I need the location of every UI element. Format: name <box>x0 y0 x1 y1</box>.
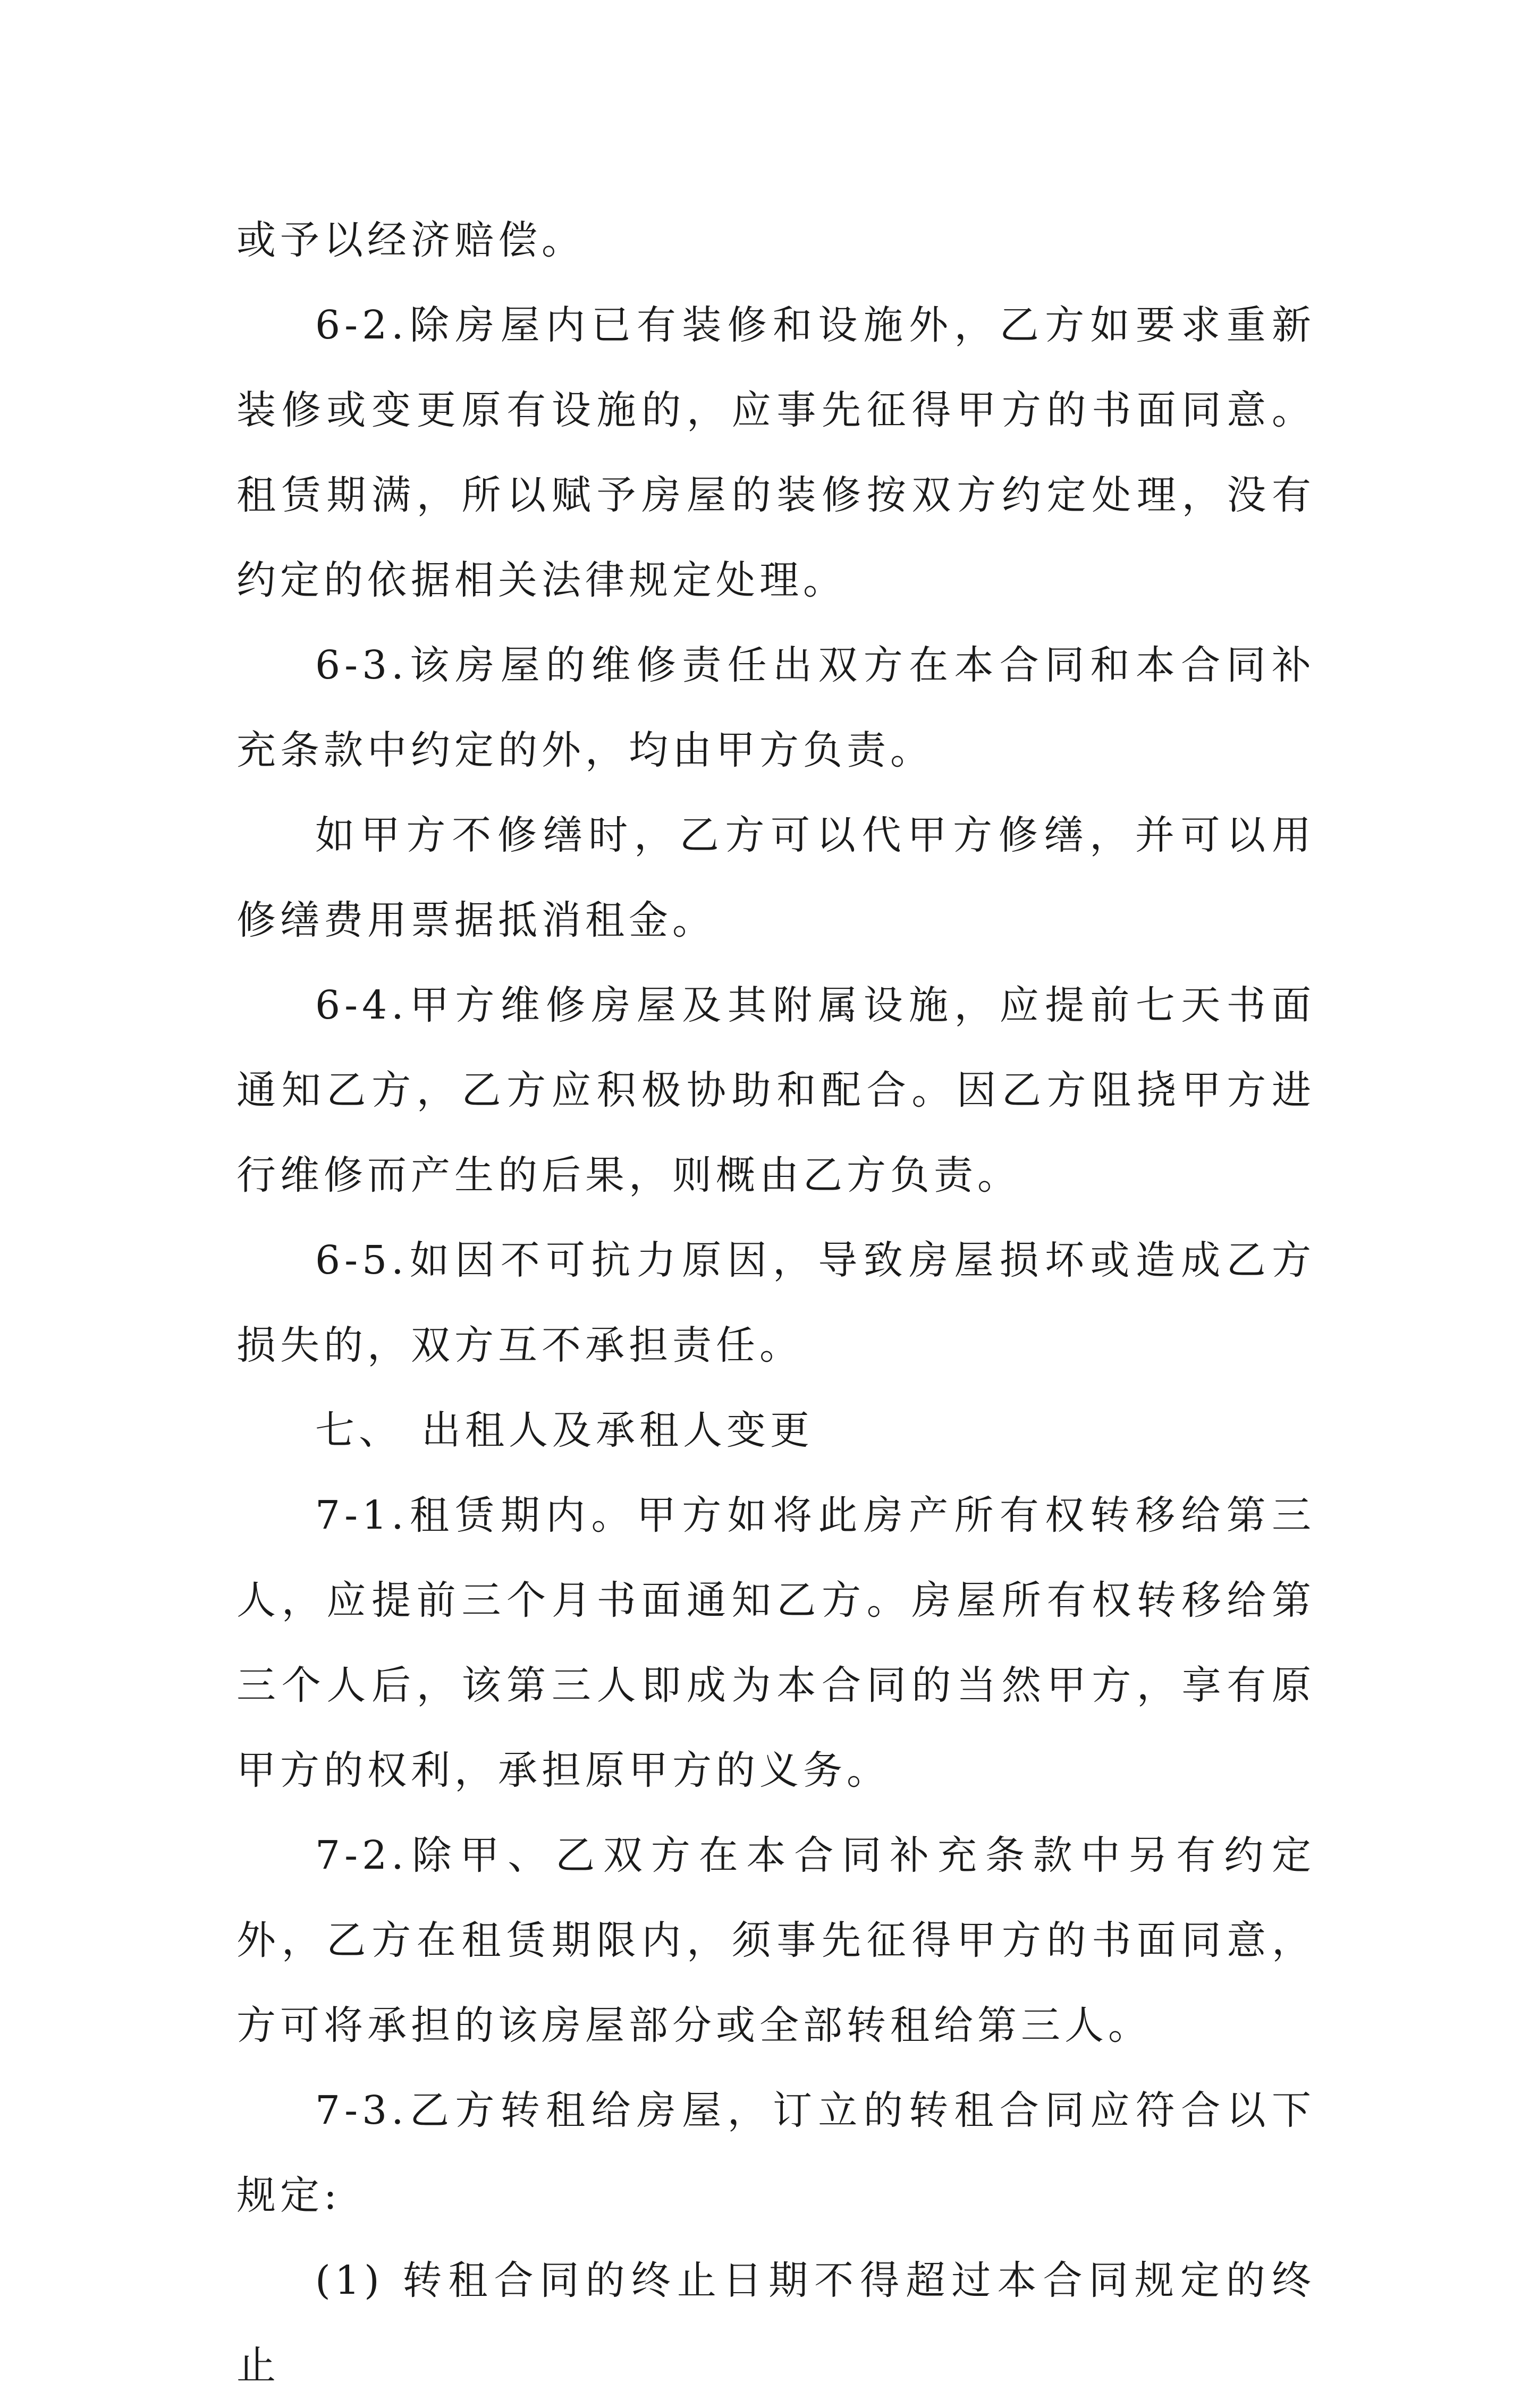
paragraph-clause-7-1: 7-1.租赁期内。甲方如将此房产所有权转移给第三人，应提前三个月书面通知乙方。房屋所有权转移给第三个人后，该第三人即成为本合同的当然甲方，享有原甲方的权利，承担原甲方的义务。 <box>236 1493 1315 1793</box>
paragraph-item-1: (1) 转租合同的终止日期不得超过本合同规定的终止 <box>236 2258 1315 2388</box>
document-body <box>236 198 1315 2408</box>
section-heading-text: 出租人及承租人变更 <box>421 1408 814 1453</box>
paragraph-clause-6-5: 6-5.如因不可抗力原因，导致房屋损坏或造成乙方损失的，双方互不承担责任。 <box>236 1237 1315 1368</box>
paragraph-clause-6-2: 6-2.除房屋内已有装修和设施外，乙方如要求重新装修或变更原有设施的，应事先征得甲方的书面同意。租赁期满，所以赋予房屋的装修按双方约定处理，没有约定的依据相关法律规定处理。 <box>236 302 1315 603</box>
section-heading-number: 七、 <box>315 1408 402 1453</box>
paragraph-compensation-tail: 或予以经济赔偿。 <box>236 217 585 263</box>
paragraph-clause-7-2: 7-2.除甲、乙双方在本合同补充条款中另有约定外，乙方在租赁期限内，须事先征得甲方的书面同意，方可将承担的该房屋部分或全部转租给第三人。 <box>236 1833 1315 2048</box>
paragraph-repair-substitute: 如甲方不修缮时，乙方可以代甲方修缮，并可以用修缮费用票据抵消租金。 <box>236 812 1315 943</box>
paragraph-clause-7-3: 7-3.乙方转租给房屋，订立的转租合同应符合以下规定: <box>236 2088 1315 2218</box>
paragraph-clause-6-3: 6-3.该房屋的维修责任出双方在本合同和本合同补充条款中约定的外，均由甲方负责。 <box>236 642 1315 773</box>
section-heading-7 <box>236 1388 1315 1473</box>
paragraph-clause-6-4: 6-4.甲方维修房屋及其附属设施，应提前七天书面通知乙方，乙方应积极协助和配合。因乙方阻挠甲方进行维修而产生的后果，则概由乙方负责。 <box>236 982 1315 1198</box>
